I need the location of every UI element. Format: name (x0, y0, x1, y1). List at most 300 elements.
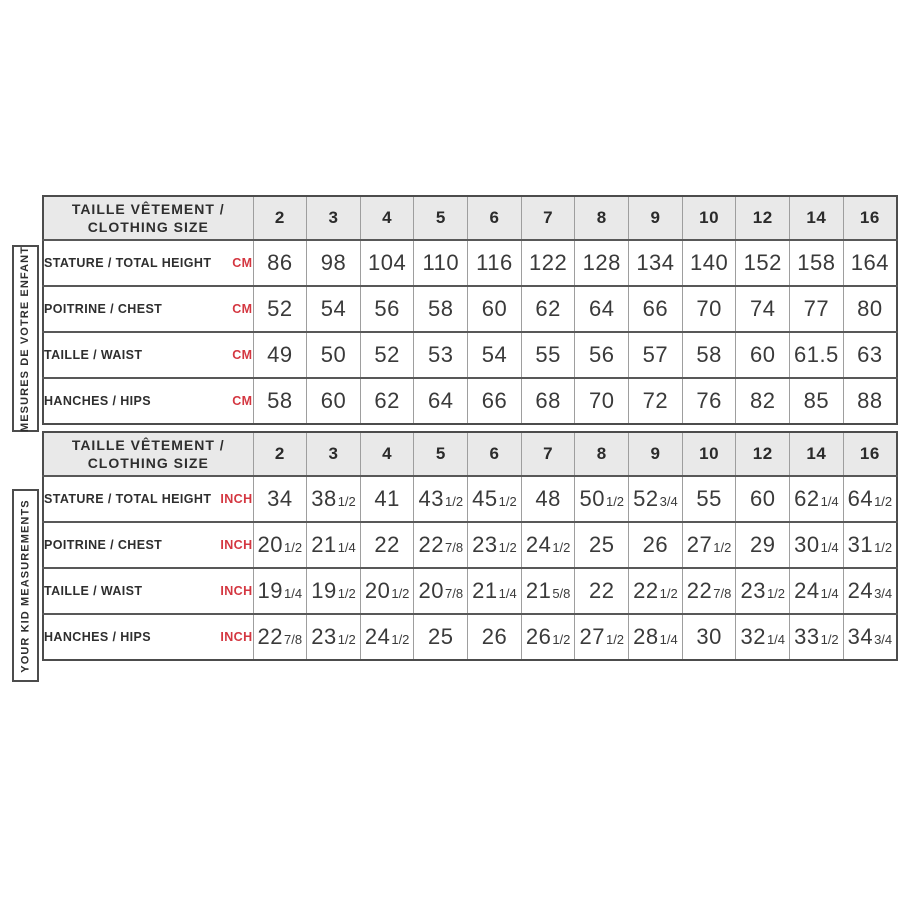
measurement-label-wrap (44, 394, 253, 408)
size-value-cell (521, 378, 575, 424)
size-value-cell (629, 568, 683, 614)
size-value-cell (629, 332, 683, 378)
size-value: 68 (535, 388, 561, 413)
size-value-cell (682, 614, 736, 660)
size-value-cell (629, 476, 683, 522)
size-value: 21 (472, 578, 498, 603)
size-value: 24 (364, 624, 391, 649)
size-value: 48 (535, 486, 561, 511)
measurement-label-cell (43, 476, 253, 522)
size-column-header: 5 (414, 432, 468, 476)
size-value-cell (521, 522, 575, 568)
size-value: 49 (267, 342, 293, 367)
size-column-header: 12 (736, 432, 790, 476)
size-value: 21 (311, 532, 337, 557)
size-value-cell (790, 522, 844, 568)
size-value-cell (682, 568, 736, 614)
size-value-cell (253, 568, 307, 614)
size-value-fraction: 1/4 (766, 632, 786, 647)
size-value: 58 (267, 388, 293, 413)
size-value-fraction: 1/2 (552, 540, 571, 555)
size-column-header: 2 (253, 432, 307, 476)
size-column-header: 6 (468, 196, 522, 240)
size-value-fraction: 7/8 (445, 586, 464, 601)
size-column-header: 10 (682, 432, 736, 476)
size-value: 60 (481, 296, 508, 321)
size-value: 20 (257, 532, 284, 557)
size-value: 24 (847, 578, 874, 603)
size-value-cell (843, 332, 897, 378)
size-column-header: 16 (843, 432, 897, 476)
size-value-cell (790, 378, 844, 424)
size-value-cell (468, 522, 522, 568)
size-value: 27 (579, 624, 605, 649)
measurement-label-cell (43, 286, 253, 332)
size-value-fraction: 1/2 (337, 632, 356, 647)
size-value-cell (843, 614, 897, 660)
size-value-cell (736, 378, 790, 424)
size-column-header: 8 (575, 432, 629, 476)
size-value: 63 (857, 342, 883, 367)
size-value-cell (307, 240, 361, 286)
side-label-inch-box (12, 489, 39, 682)
size-value-cell (843, 522, 897, 568)
measurement-label: TAILLE / WAIST (44, 584, 143, 598)
size-value-cell (253, 332, 307, 378)
size-value: 60 (749, 486, 776, 511)
size-value-cell (468, 568, 522, 614)
size-value-cell (468, 240, 522, 286)
size-value-cell (360, 378, 414, 424)
size-value-cell (307, 522, 361, 568)
clothing-size-header-row (43, 196, 897, 240)
size-value-fraction: 1/2 (605, 494, 625, 509)
size-value: 52 (374, 342, 400, 367)
size-column-header: 4 (360, 196, 414, 240)
size-value-fraction: 1/4 (820, 586, 839, 601)
size-value: 21 (525, 578, 552, 603)
size-column-header: 12 (736, 196, 790, 240)
size-value-fraction: 1/2 (605, 632, 625, 647)
unit-label: INCH (220, 630, 253, 644)
size-value-cell (575, 378, 629, 424)
size-value: 25 (589, 532, 615, 557)
size-value-fraction: 5/8 (552, 586, 571, 601)
size-value-cell (360, 614, 414, 660)
size-value: 54 (481, 342, 508, 367)
size-value-fraction: 1/2 (337, 494, 356, 509)
size-value-cell (736, 286, 790, 332)
size-value-cell (736, 240, 790, 286)
size-value: 24 (525, 532, 552, 557)
size-value-cell (575, 476, 629, 522)
size-value-cell (307, 378, 361, 424)
size-value: 76 (696, 388, 722, 413)
size-value: 26 (481, 624, 508, 649)
size-value: 22 (257, 624, 284, 649)
measurement-label-wrap (44, 584, 253, 598)
clothing-size-label-line2: CLOTHING SIZE (87, 455, 209, 471)
size-value-cell (843, 240, 897, 286)
side-label-inch: YOUR KID MEASUREMENTS (19, 498, 32, 673)
size-value: 152 (743, 250, 782, 275)
size-value: 34 (267, 486, 293, 511)
size-value-cell (790, 286, 844, 332)
size-value-cell (253, 240, 307, 286)
size-value: 64 (847, 486, 874, 511)
size-value: 56 (374, 296, 400, 321)
size-value: 28 (633, 624, 659, 649)
size-value-cell (521, 332, 575, 378)
size-value-cell (843, 286, 897, 332)
measurement-row (43, 568, 897, 614)
size-value-cell (468, 332, 522, 378)
size-value-fraction: 1/2 (445, 494, 464, 509)
size-value-cell (414, 378, 468, 424)
size-value: 23 (740, 578, 766, 603)
size-value-fraction: 7/8 (713, 586, 732, 601)
size-value: 98 (320, 250, 347, 275)
size-value-cell (629, 286, 683, 332)
size-value-fraction: 1/2 (391, 632, 410, 647)
size-value-cell (414, 522, 468, 568)
size-value-cell (307, 286, 361, 332)
table-body (43, 432, 897, 660)
unit-label: CM (232, 256, 253, 270)
size-value-cell (736, 568, 790, 614)
size-value: 104 (368, 250, 407, 275)
size-value-cell (307, 568, 361, 614)
size-column-header: 3 (307, 432, 361, 476)
measurement-label-wrap (44, 538, 253, 552)
size-value-fraction: 1/2 (874, 494, 893, 509)
size-value: 60 (320, 388, 347, 413)
unit-label: INCH (220, 584, 253, 598)
size-value: 22 (633, 578, 659, 603)
clothing-size-label-line1: TAILLE VÊTEMENT / (71, 436, 225, 453)
measurement-label-cell (43, 240, 253, 286)
size-value: 22 (686, 578, 713, 603)
size-value-fraction: 3/4 (874, 632, 893, 647)
size-value: 134 (636, 250, 675, 275)
measurement-row (43, 240, 897, 286)
size-value-cell (736, 332, 790, 378)
size-value-fraction: 1/4 (820, 540, 839, 555)
size-value: 55 (535, 342, 561, 367)
size-value-cell (414, 614, 468, 660)
size-value-fraction: 1/2 (337, 586, 356, 601)
size-value: 70 (696, 296, 722, 321)
size-value: 32 (740, 624, 766, 649)
size-value: 85 (803, 388, 830, 413)
size-value-cell (682, 286, 736, 332)
size-value: 70 (589, 388, 615, 413)
size-value: 58 (696, 342, 722, 367)
measurement-row (43, 378, 897, 424)
measurement-label-wrap (44, 630, 253, 644)
size-value-cell (468, 286, 522, 332)
size-value-cell (360, 476, 414, 522)
size-value: 77 (803, 296, 830, 321)
size-column-header: 3 (307, 196, 361, 240)
size-value-cell (521, 568, 575, 614)
size-value-cell (468, 614, 522, 660)
size-value-cell (629, 522, 683, 568)
size-value-cell (629, 378, 683, 424)
size-column-header: 8 (575, 196, 629, 240)
size-value: 74 (749, 296, 776, 321)
size-column-header: 4 (360, 432, 414, 476)
size-value-cell (736, 522, 790, 568)
size-value: 88 (857, 388, 883, 413)
size-value: 66 (642, 296, 669, 321)
size-column-header: 7 (521, 432, 575, 476)
size-value: 23 (311, 624, 337, 649)
size-value-cell (414, 240, 468, 286)
size-value: 72 (642, 388, 669, 413)
measurement-label-wrap (44, 348, 253, 362)
size-value-fraction: 1/4 (498, 586, 517, 601)
size-value-cell (468, 378, 522, 424)
size-value-cell (843, 476, 897, 522)
size-column-header: 6 (468, 432, 522, 476)
side-label-cm-box (12, 245, 39, 432)
size-value-cell (253, 614, 307, 660)
size-value-cell (629, 240, 683, 286)
unit-label: INCH (220, 538, 253, 552)
measurement-label: TAILLE / WAIST (44, 348, 143, 362)
size-column-header: 2 (253, 196, 307, 240)
size-value: 20 (418, 578, 444, 603)
size-value-fraction: 1/2 (820, 632, 839, 647)
size-value-fraction: 1/2 (874, 540, 893, 555)
size-value-fraction: 1/2 (713, 540, 732, 555)
size-value: 31 (847, 532, 874, 557)
size-value-cell (521, 614, 575, 660)
measurement-row (43, 476, 897, 522)
size-column-header: 9 (629, 196, 683, 240)
size-value-cell (360, 240, 414, 286)
size-value-cell (790, 614, 844, 660)
size-value-cell (629, 614, 683, 660)
size-value-cell (682, 332, 736, 378)
size-value-cell (414, 286, 468, 332)
size-value: 50 (579, 486, 605, 511)
size-value-fraction: 1/2 (552, 632, 571, 647)
size-value: 62 (374, 388, 400, 413)
size-value: 62 (794, 486, 820, 511)
size-value: 30 (794, 532, 820, 557)
size-value: 56 (589, 342, 615, 367)
size-value-cell (360, 522, 414, 568)
size-value: 164 (850, 250, 889, 275)
size-value: 24 (794, 578, 820, 603)
size-value-fraction: 1/4 (820, 494, 839, 509)
clothing-size-header-row (43, 432, 897, 476)
clothing-size-header-cell (43, 196, 253, 240)
size-column-header: 9 (629, 432, 683, 476)
size-value: 116 (476, 250, 513, 275)
size-value-cell (253, 378, 307, 424)
size-value: 64 (428, 388, 454, 413)
size-value-cell (682, 522, 736, 568)
measurement-label-cell (43, 522, 253, 568)
unit-label: INCH (220, 492, 253, 506)
size-value-cell (790, 476, 844, 522)
size-value: 25 (428, 624, 454, 649)
size-value-cell (414, 332, 468, 378)
size-column-header: 7 (521, 196, 575, 240)
size-value-cell (521, 286, 575, 332)
size-value: 61.5 (793, 342, 839, 367)
unit-label: CM (232, 394, 253, 408)
size-value: 50 (320, 342, 347, 367)
size-value-cell (575, 522, 629, 568)
size-value-fraction: 1/2 (498, 540, 517, 555)
size-value: 20 (364, 578, 391, 603)
size-value-cell (307, 476, 361, 522)
size-value-cell (253, 286, 307, 332)
size-value: 19 (311, 578, 337, 603)
size-value-cell (253, 476, 307, 522)
size-value-cell (360, 332, 414, 378)
measurement-label-wrap (44, 492, 253, 506)
size-value: 60 (749, 342, 776, 367)
size-value-cell (575, 286, 629, 332)
size-value-cell (575, 614, 629, 660)
size-value: 122 (529, 250, 568, 275)
measurement-row (43, 522, 897, 568)
size-value-fraction: 1/2 (659, 586, 678, 601)
size-value-cell (468, 476, 522, 522)
measurement-label-wrap (44, 256, 253, 270)
unit-label: CM (232, 302, 253, 316)
size-value-cell (414, 568, 468, 614)
size-value-cell (575, 332, 629, 378)
size-value: 57 (642, 342, 669, 367)
side-label-cm: MESURES DE VOTRE ENFANT (19, 245, 32, 432)
size-value-fraction: 7/8 (445, 540, 464, 555)
size-value: 22 (374, 532, 400, 557)
measurement-label: POITRINE / CHEST (44, 302, 163, 316)
size-value-cell (521, 476, 575, 522)
size-value: 82 (749, 388, 776, 413)
measurement-label-cell (43, 332, 253, 378)
size-value: 52 (267, 296, 293, 321)
measurement-label: STATURE / TOTAL HEIGHT (44, 492, 212, 506)
size-value-cell (360, 568, 414, 614)
size-column-header: 5 (414, 196, 468, 240)
size-table-inch (42, 431, 898, 661)
size-value-fraction: 7/8 (284, 632, 303, 647)
size-value: 45 (472, 486, 498, 511)
size-table-cm (42, 195, 898, 425)
size-value: 33 (794, 624, 820, 649)
size-value: 86 (267, 250, 293, 275)
measurement-label: POITRINE / CHEST (44, 538, 163, 552)
measurement-row (43, 286, 897, 332)
size-value: 53 (428, 342, 454, 367)
size-value-fraction: 1/4 (659, 632, 678, 647)
size-value: 55 (696, 486, 722, 511)
measurement-label: STATURE / TOTAL HEIGHT (44, 256, 212, 270)
size-value: 26 (525, 624, 552, 649)
size-value-cell (790, 568, 844, 614)
size-value: 23 (472, 532, 498, 557)
measurement-label-cell (43, 378, 253, 424)
size-value-cell (521, 240, 575, 286)
size-value: 140 (689, 250, 729, 275)
size-value: 22 (418, 532, 444, 557)
size-value-cell (682, 476, 736, 522)
size-value-fraction: 1/2 (766, 586, 786, 601)
size-value-cell (360, 286, 414, 332)
clothing-size-header-cell (43, 432, 253, 476)
size-value-cell (682, 378, 736, 424)
table-body (43, 196, 897, 424)
size-value-cell (843, 568, 897, 614)
size-value-cell (253, 522, 307, 568)
size-column-header: 14 (790, 432, 844, 476)
size-value-cell (736, 614, 790, 660)
size-tables-container (42, 195, 898, 661)
size-value-fraction: 3/4 (659, 494, 678, 509)
measurement-row (43, 614, 897, 660)
size-value: 128 (582, 250, 621, 275)
size-value-cell (843, 378, 897, 424)
size-value: 62 (535, 296, 561, 321)
size-column-header: 14 (790, 196, 844, 240)
size-value-cell (790, 332, 844, 378)
unit-label: CM (232, 348, 253, 362)
size-value: 58 (428, 296, 454, 321)
measurement-label-cell (43, 614, 253, 660)
clothing-size-label-line2: CLOTHING SIZE (87, 219, 209, 235)
size-value: 19 (257, 578, 284, 603)
measurement-label: HANCHES / HIPS (44, 630, 152, 644)
measurement-label-cell (43, 568, 253, 614)
size-value: 66 (481, 388, 508, 413)
size-value-cell (307, 614, 361, 660)
size-value: 38 (311, 486, 337, 511)
size-value-fraction: 1/2 (391, 586, 410, 601)
size-value-cell (575, 568, 629, 614)
size-value: 29 (749, 532, 776, 557)
size-value: 80 (857, 296, 883, 321)
size-value: 34 (847, 624, 874, 649)
size-value: 41 (374, 486, 400, 511)
size-column-header: 10 (682, 196, 736, 240)
size-value-fraction: 3/4 (874, 586, 893, 601)
size-value: 26 (642, 532, 669, 557)
size-value-cell (414, 476, 468, 522)
size-value-fraction: 1/4 (284, 586, 303, 601)
size-value: 30 (696, 624, 722, 649)
size-value: 27 (686, 532, 713, 557)
size-value-cell (307, 332, 361, 378)
size-value: 110 (422, 250, 460, 275)
size-value-fraction: 1/4 (337, 540, 356, 555)
size-value: 158 (797, 250, 836, 275)
size-value: 64 (589, 296, 615, 321)
size-value-cell (790, 240, 844, 286)
size-value-fraction: 1/2 (284, 540, 303, 555)
measurement-row (43, 332, 897, 378)
size-value-cell (575, 240, 629, 286)
size-value: 54 (320, 296, 347, 321)
size-value-fraction: 1/2 (498, 494, 517, 509)
measurement-label-wrap (44, 302, 253, 316)
